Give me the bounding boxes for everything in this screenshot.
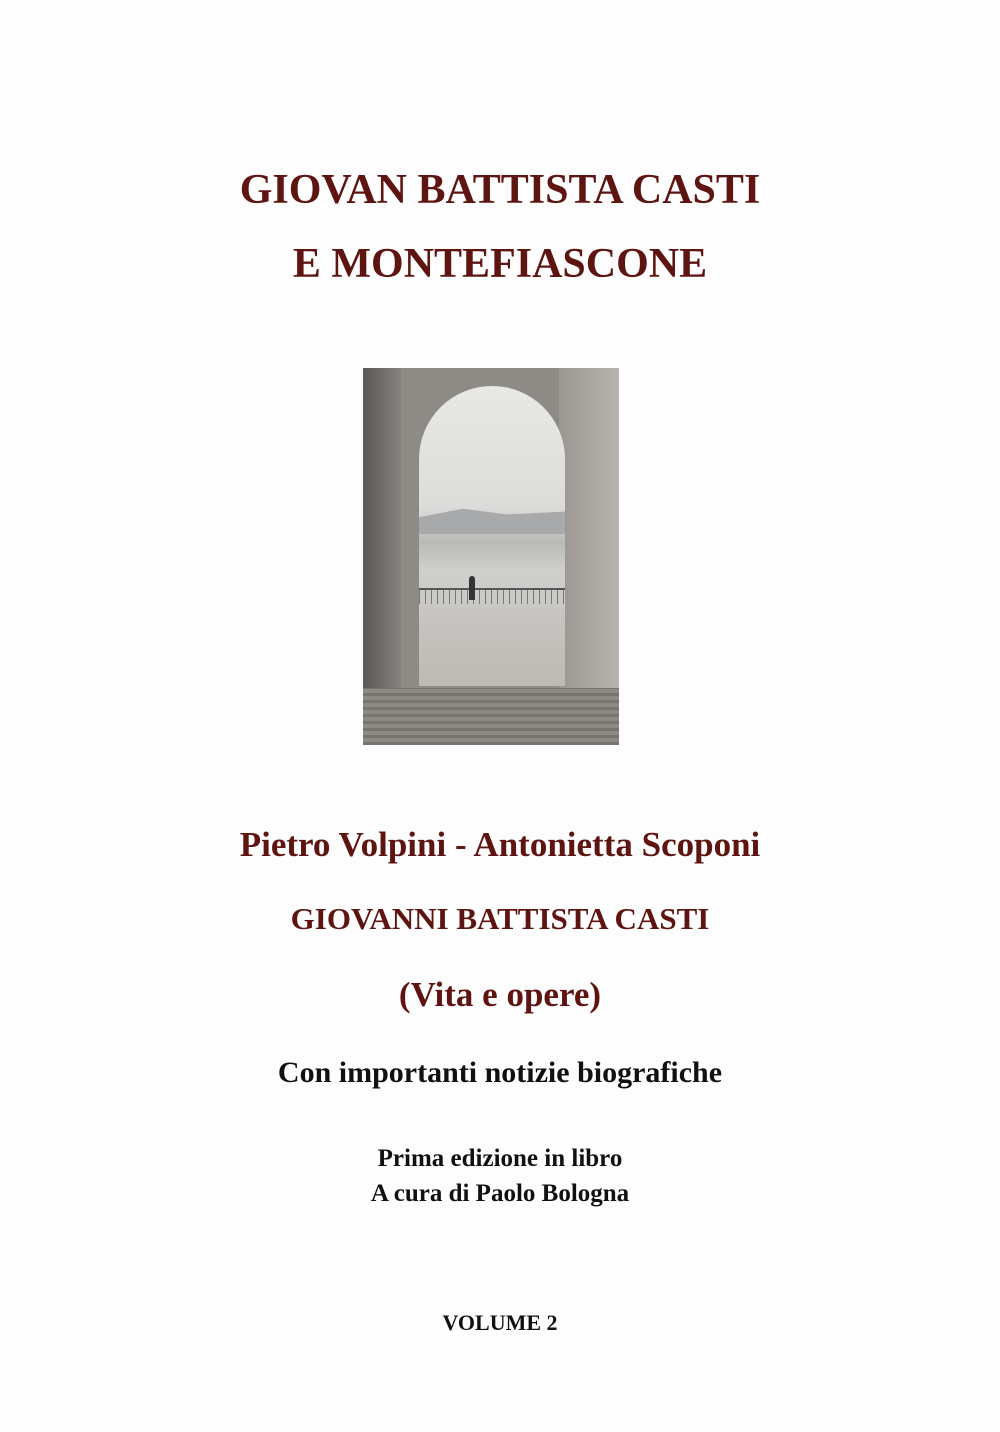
photo-hills [419,506,565,534]
volume-label: VOLUME 2 [442,1310,558,1335]
subtitle-vita-e-opere: (Vita e opere) [398,975,602,1014]
authors: Pietro Volpini - Antonietta Scoponi [239,825,761,864]
photo-cobblestones [363,688,619,745]
photo-person [469,576,475,600]
title-line-2: E MONTEFIASCONE [292,241,708,287]
cover-photo-archway [363,368,619,745]
editor-note: A cura di Paolo Bologna [370,1180,630,1207]
subtitle: GIOVANNI BATTISTA CASTI [290,901,710,936]
title-line-1: GIOVAN BATTISTA CASTI [239,167,761,213]
photo-railing [419,588,565,604]
tagline: Con importanti notizie biografiche [277,1056,723,1089]
photo-lake-view [419,386,565,686]
edition-note: Prima edizione in libro [377,1145,623,1172]
